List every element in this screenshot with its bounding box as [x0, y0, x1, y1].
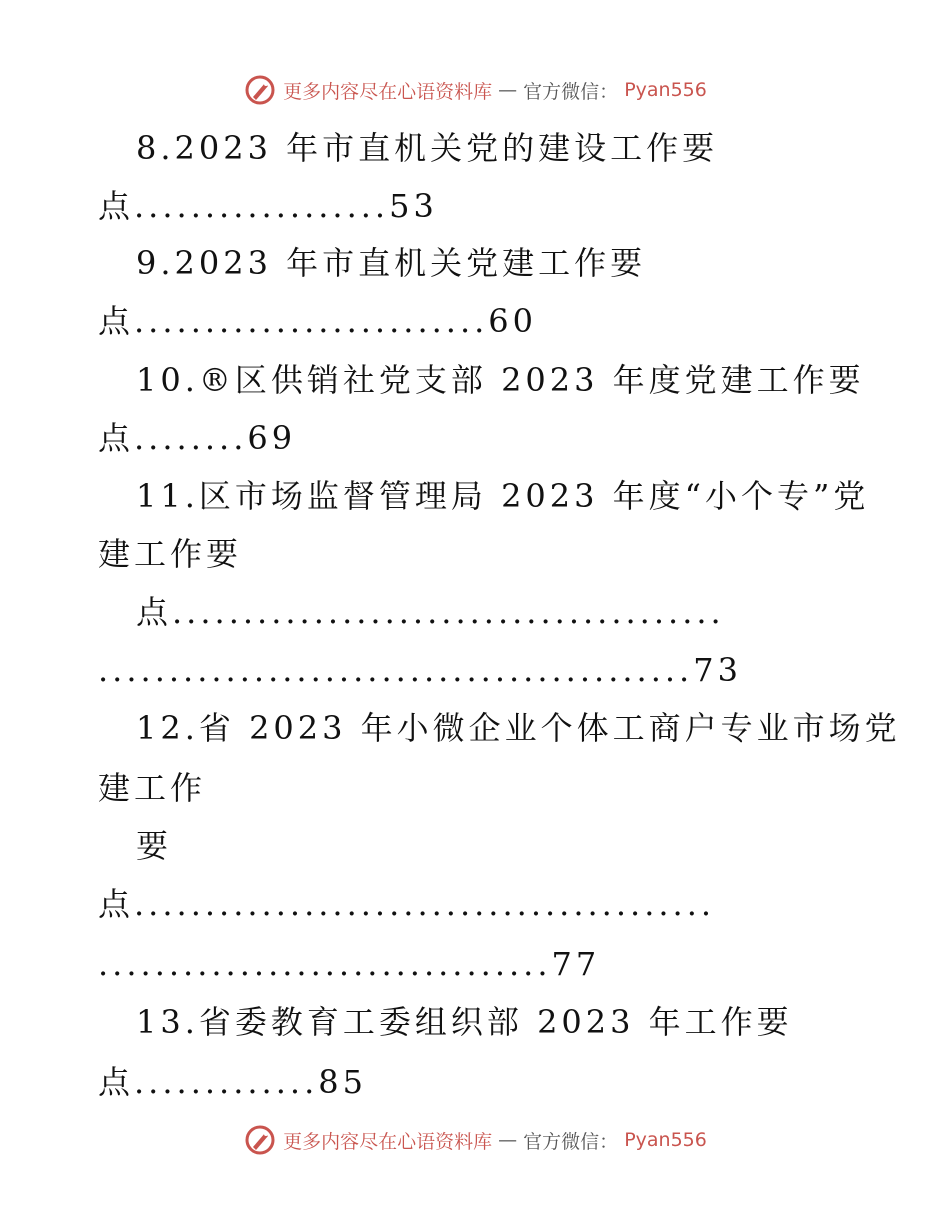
- footer-slogan: 更多内容尽在心语资料库: [283, 1130, 493, 1153]
- header-banner: [0, 70, 950, 110]
- header-label: 官方微信：: [523, 80, 619, 103]
- toc-line: 13.省委教育工委组织部 2023 年工作要: [136, 1003, 793, 1041]
- header-wechat-id: Pyan556: [624, 79, 707, 101]
- toc-line: 要: [136, 827, 173, 865]
- toc-line: 点........69: [98, 419, 297, 457]
- toc-line: 点.........................60: [98, 302, 538, 340]
- header-dash: —: [498, 79, 518, 101]
- toc-line: 点.............85: [98, 1063, 367, 1101]
- toc-line: 建工作要: [98, 535, 243, 573]
- footer-wechat-id: Pyan556: [624, 1129, 707, 1151]
- toc-line: ................................77: [98, 945, 601, 983]
- pen-logo-icon: [243, 73, 277, 107]
- pen-logo-icon: [243, 1123, 277, 1157]
- toc-line: ..........................................73: [98, 651, 742, 689]
- toc-line: 8.2023 年市直机关党的建设工作要: [136, 129, 719, 167]
- toc-line: 点.......................................: [136, 593, 725, 631]
- toc-line: 点..................53: [98, 187, 438, 225]
- toc-line: 12.省 2023 年小微企业个体工商户专业市场党: [136, 709, 901, 747]
- footer-dash: —: [498, 1129, 518, 1151]
- toc-line: 11.区市场监督管理局 2023 年度“小个专”党: [136, 477, 870, 515]
- toc-line: 9.2023 年市直机关党建工作要: [136, 244, 647, 282]
- toc-line: 建工作: [98, 769, 207, 807]
- header-slogan: 更多内容尽在心语资料库: [283, 80, 493, 103]
- footer-banner: [0, 1120, 950, 1160]
- toc-line: 10.®区供销社党支部 2023 年度党建工作要: [136, 361, 865, 399]
- footer-label: 官方微信：: [523, 1130, 619, 1153]
- toc-line: 点.........................................: [98, 885, 716, 923]
